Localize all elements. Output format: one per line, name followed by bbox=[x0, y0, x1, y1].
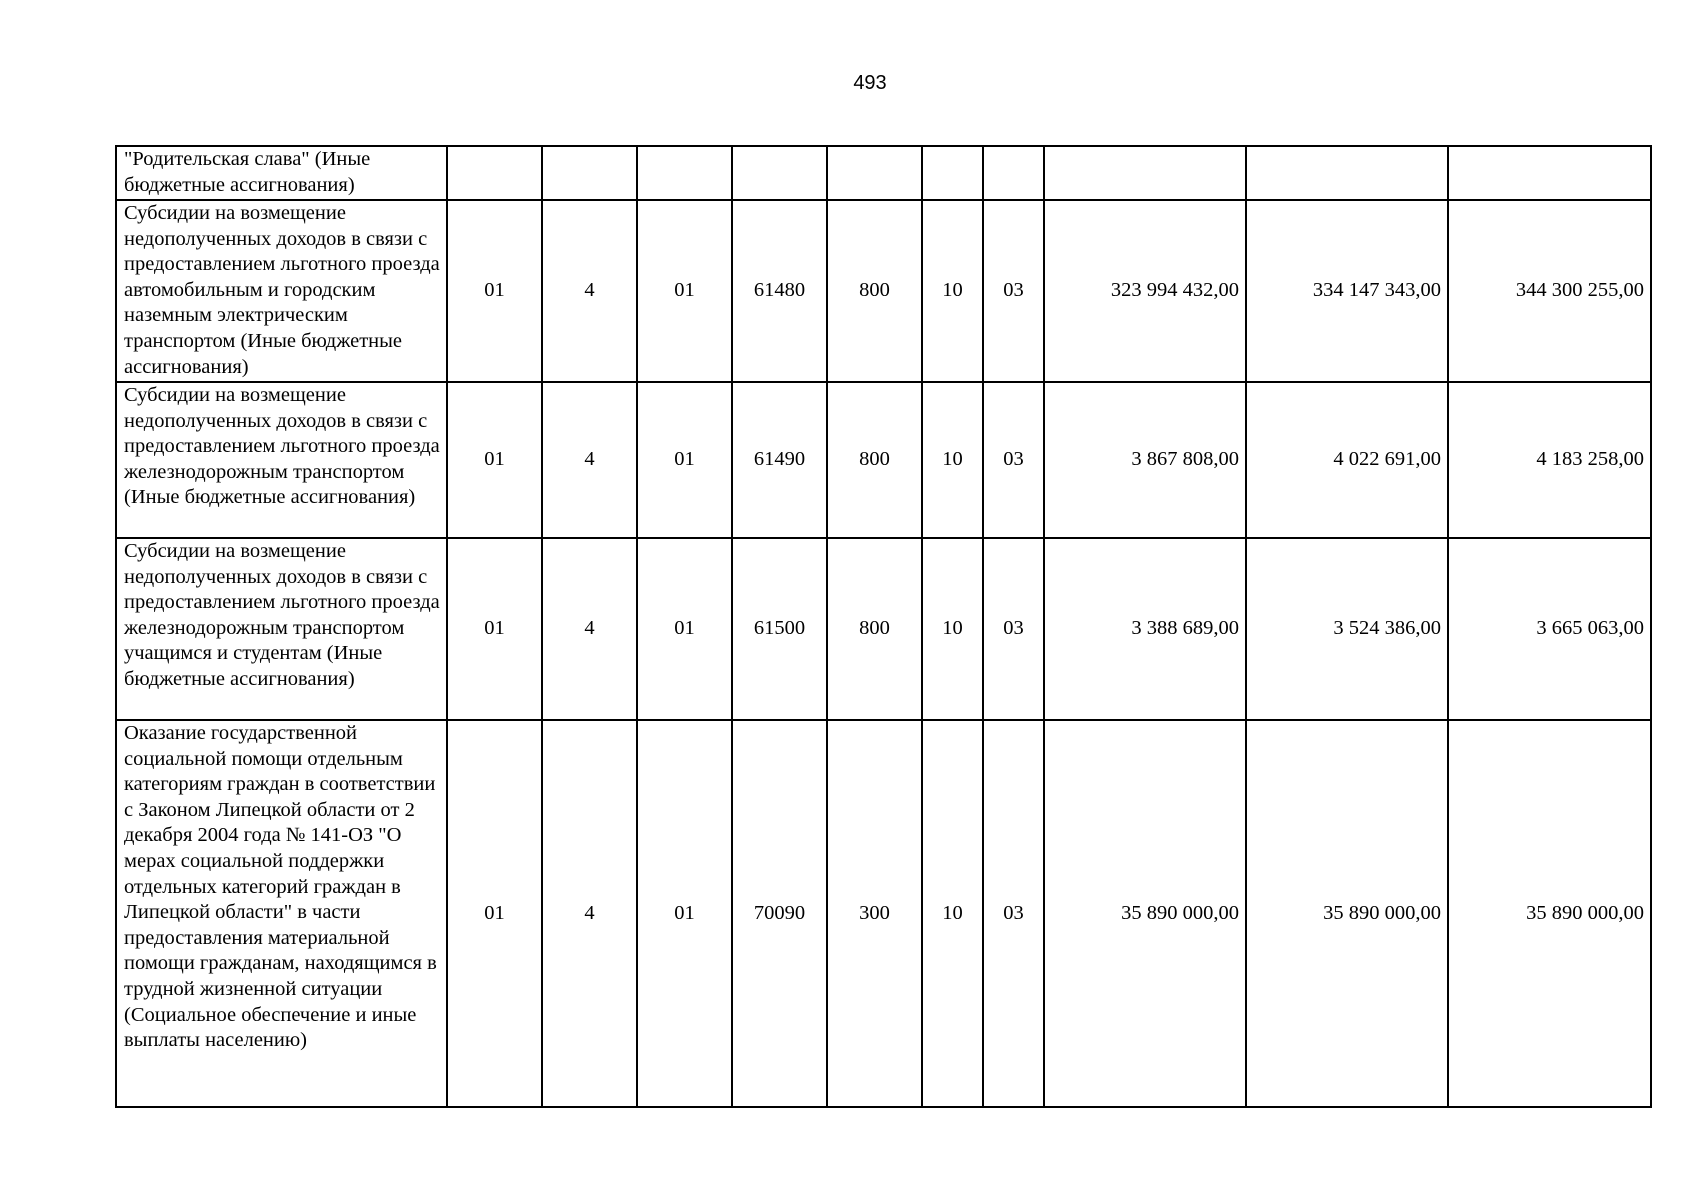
row-description: Субсидии на возмещение недополученных доходов в связи с предоставлением льготного проезда железнодорожным транспортом учащимся и студентам (Иные бюджетные ассигнования) bbox=[116, 538, 447, 720]
event-code-cell: 01 bbox=[637, 720, 732, 1107]
amount-year-2: 334 147 343,00 bbox=[1246, 200, 1448, 382]
table-row bbox=[116, 200, 1651, 382]
section-cell: 10 bbox=[922, 720, 983, 1107]
program-code-cell: 01 bbox=[447, 538, 542, 720]
direction-code-cell: 61490 bbox=[732, 382, 827, 538]
program-code-cell: 01 bbox=[447, 200, 542, 382]
subprogram-code-cell bbox=[542, 146, 637, 200]
amount-year-3: 4 183 258,00 bbox=[1448, 382, 1651, 538]
event-code-cell: 01 bbox=[637, 538, 732, 720]
amount-year-3: 35 890 000,00 bbox=[1448, 720, 1651, 1107]
amount-year-3 bbox=[1448, 146, 1651, 200]
table-row bbox=[116, 146, 1651, 200]
direction-code-cell: 61500 bbox=[732, 538, 827, 720]
direction-code-cell bbox=[732, 146, 827, 200]
row-description: "Родительская слава" (Иные бюджетные ассигнования) bbox=[116, 146, 447, 200]
amount-year-1: 3 867 808,00 bbox=[1044, 382, 1246, 538]
amount-year-2: 3 524 386,00 bbox=[1246, 538, 1448, 720]
amount-year-2: 35 890 000,00 bbox=[1246, 720, 1448, 1107]
section-cell bbox=[922, 146, 983, 200]
amount-year-2 bbox=[1246, 146, 1448, 200]
expense-type-cell: 300 bbox=[827, 720, 922, 1107]
direction-code-cell: 70090 bbox=[732, 720, 827, 1107]
amount-year-1: 3 388 689,00 bbox=[1044, 538, 1246, 720]
expense-type-cell: 800 bbox=[827, 200, 922, 382]
subsection-cell: 03 bbox=[983, 538, 1044, 720]
expense-type-cell bbox=[827, 146, 922, 200]
direction-code-cell: 61480 bbox=[732, 200, 827, 382]
subsection-cell: 03 bbox=[983, 720, 1044, 1107]
subprogram-code-cell: 4 bbox=[542, 382, 637, 538]
event-code-cell: 01 bbox=[637, 200, 732, 382]
row-description: Оказание государственной социальной помощи отдельным категориям граждан в соответствии с Законом Липецкой области от 2 декабря 2004 года № 141-ОЗ "О мерах социальной поддержки отдельных категорий граждан в Липецкой области" в части предоставления материальной помощи гражданам, находящимся в трудной жизненной ситуации (Социальное обеспечение и иные выплаты населению) bbox=[116, 720, 447, 1107]
program-code-cell: 01 bbox=[447, 382, 542, 538]
program-code-cell: 01 bbox=[447, 720, 542, 1107]
subsection-cell: 03 bbox=[983, 200, 1044, 382]
row-description: Субсидии на возмещение недополученных доходов в связи с предоставлением льготного проезда железнодорожным транспортом (Иные бюджетные ассигнования) bbox=[116, 382, 447, 538]
amount-year-3: 3 665 063,00 bbox=[1448, 538, 1651, 720]
section-cell: 10 bbox=[922, 538, 983, 720]
table-row bbox=[116, 538, 1651, 720]
table-row bbox=[116, 720, 1651, 1107]
expense-type-cell: 800 bbox=[827, 382, 922, 538]
subprogram-code-cell: 4 bbox=[542, 200, 637, 382]
amount-year-1: 323 994 432,00 bbox=[1044, 200, 1246, 382]
amount-year-3: 344 300 255,00 bbox=[1448, 200, 1651, 382]
event-code-cell bbox=[637, 146, 732, 200]
subprogram-code-cell: 4 bbox=[542, 538, 637, 720]
subprogram-code-cell: 4 bbox=[542, 720, 637, 1107]
subsection-cell bbox=[983, 146, 1044, 200]
table-row bbox=[116, 382, 1651, 538]
budget-table bbox=[115, 145, 1652, 1108]
section-cell: 10 bbox=[922, 382, 983, 538]
amount-year-2: 4 022 691,00 bbox=[1246, 382, 1448, 538]
expense-type-cell: 800 bbox=[827, 538, 922, 720]
row-description: Субсидии на возмещение недополученных доходов в связи с предоставлением льготного проезда автомобильным и городским наземным электрическим транспортом (Иные бюджетные ассигнования) bbox=[116, 200, 447, 382]
event-code-cell: 01 bbox=[637, 382, 732, 538]
page-number: 493 bbox=[853, 72, 887, 94]
amount-year-1 bbox=[1044, 146, 1246, 200]
subsection-cell: 03 bbox=[983, 382, 1044, 538]
amount-year-1: 35 890 000,00 bbox=[1044, 720, 1246, 1107]
program-code-cell bbox=[447, 146, 542, 200]
section-cell: 10 bbox=[922, 200, 983, 382]
